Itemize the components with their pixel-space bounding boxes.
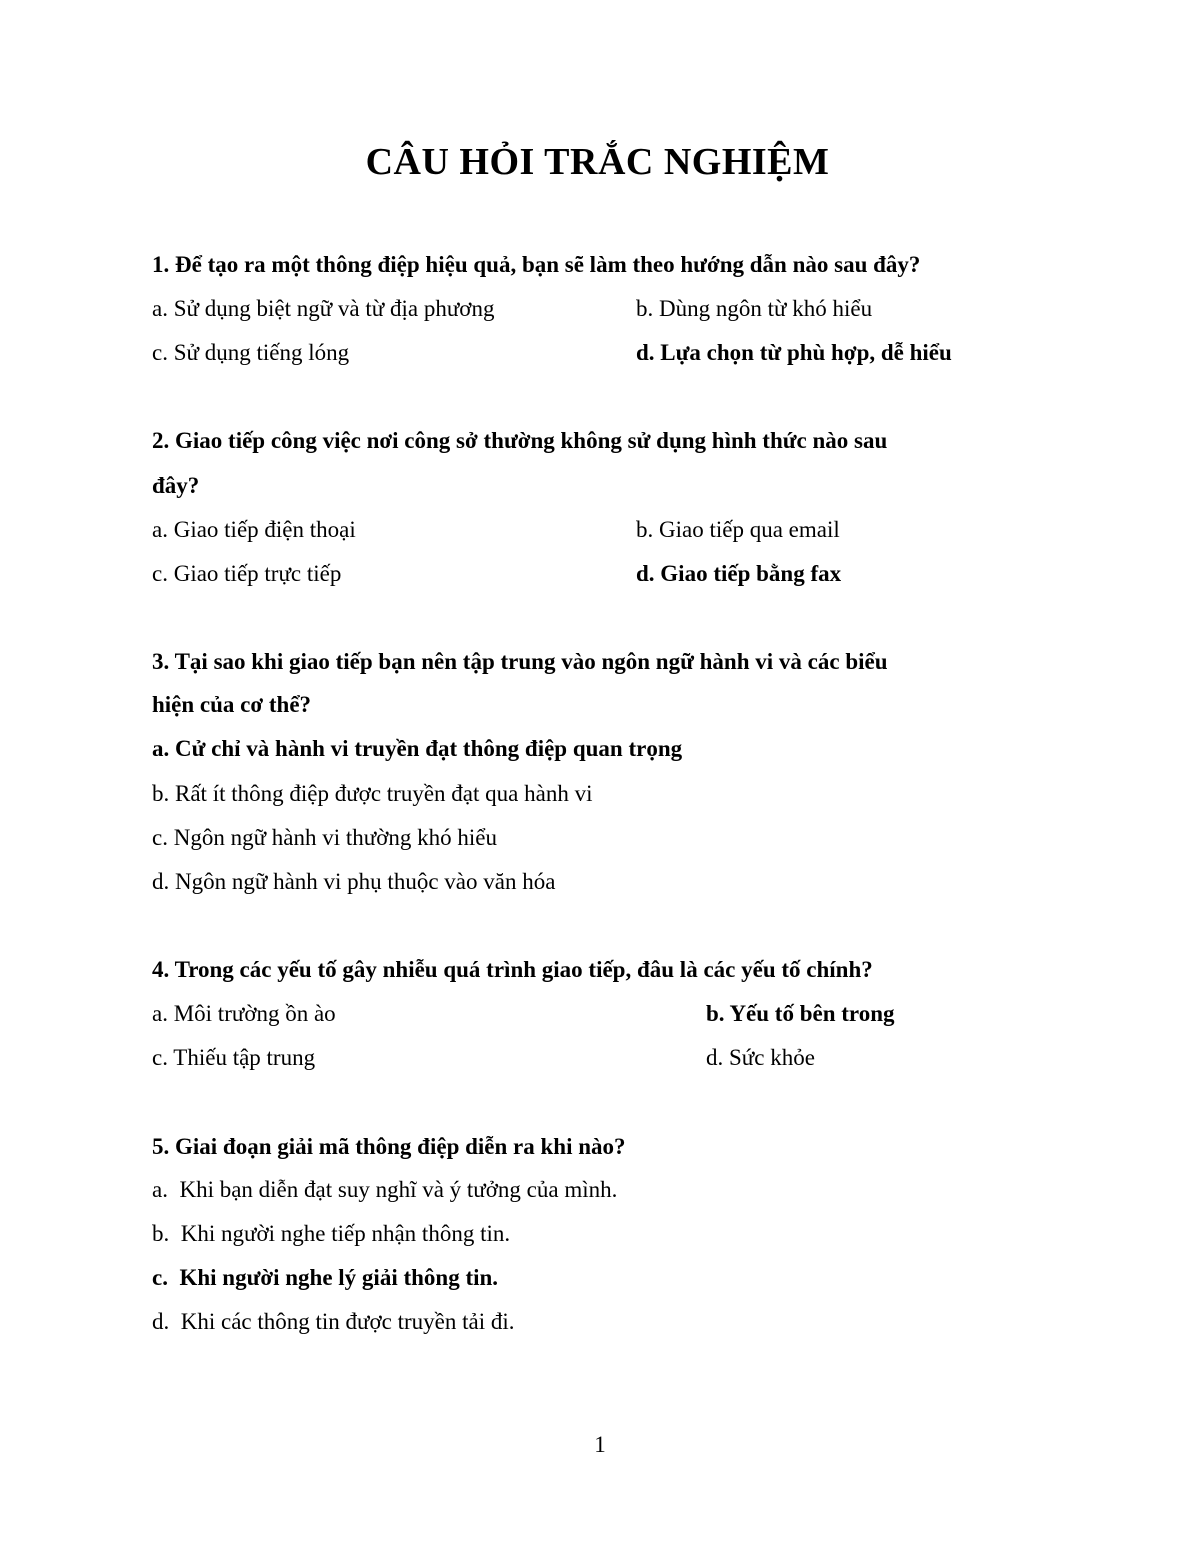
question-3-text-line1: 3. Tại sao khi giao tiếp bạn nên tập trung vào ngôn ngữ hành vi và các biểu: [152, 649, 888, 674]
question-1-option-c: c. Sử dụng tiếng lóng: [152, 340, 350, 365]
question-5-option-a: a. Khi bạn diễn đạt suy nghĩ và ý tưởng của mình.: [152, 1177, 618, 1202]
question-1-option-b: b. Dùng ngôn từ khó hiểu: [636, 296, 873, 321]
question-1-option-a: a. Sử dụng biệt ngữ và từ địa phương: [152, 296, 495, 321]
question-5-text: 5. Giai đoạn giải mã thông điệp diễn ra khi nào?: [152, 1134, 626, 1159]
question-3-option-c: c. Ngôn ngữ hành vi thường khó hiểu: [152, 825, 497, 850]
question-2-option-d-correct: d. Giao tiếp bằng fax: [636, 561, 842, 586]
question-5-option-c-correct: c. Khi người nghe lý giải thông tin.: [152, 1265, 499, 1290]
question-2-text-line2: đây?: [152, 473, 200, 498]
question-5-option-b: b. Khi người nghe tiếp nhận thông tin.: [152, 1221, 511, 1246]
question-1-text: 1. Để tạo ra một thông điệp hiệu quả, bạn sẽ làm theo hướng dẫn nào sau đây?: [152, 252, 921, 277]
page-number: 1: [594, 1432, 606, 1457]
question-1-option-d-correct: d. Lựa chọn từ phù hợp, dễ hiểu: [636, 340, 952, 365]
page-title: CÂU HỎI TRẮC NGHIỆM: [365, 141, 830, 183]
question-3-option-a-correct: a. Cử chỉ và hành vi truyền đạt thông điệp quan trọng: [152, 736, 683, 761]
question-3-text-line2: hiện của cơ thể?: [152, 692, 312, 717]
question-3-option-b: b. Rất ít thông điệp được truyền đạt qua hành vi: [152, 781, 593, 806]
question-4-option-a: a. Môi trường ồn ào: [152, 1001, 336, 1026]
question-2-option-a: a. Giao tiếp điện thoại: [152, 517, 356, 542]
question-4-text: 4. Trong các yếu tố gây nhiễu quá trình giao tiếp, đâu là các yếu tố chính?: [152, 957, 873, 982]
question-2-text-line1: 2. Giao tiếp công việc nơi công sở thường không sử dụng hình thức nào sau: [152, 428, 888, 453]
question-4-option-c: c. Thiếu tập trung: [152, 1045, 316, 1070]
question-2-option-c: c. Giao tiếp trực tiếp: [152, 561, 342, 586]
question-3-option-d: d. Ngôn ngữ hành vi phụ thuộc vào văn hóa: [152, 869, 556, 894]
question-5-option-d: d. Khi các thông tin được truyền tải đi.: [152, 1309, 515, 1334]
question-2-option-b: b. Giao tiếp qua email: [636, 517, 840, 542]
question-4-option-d: d. Sức khỏe: [706, 1045, 815, 1070]
question-4-option-b-correct: b. Yếu tố bên trong: [706, 1001, 895, 1026]
